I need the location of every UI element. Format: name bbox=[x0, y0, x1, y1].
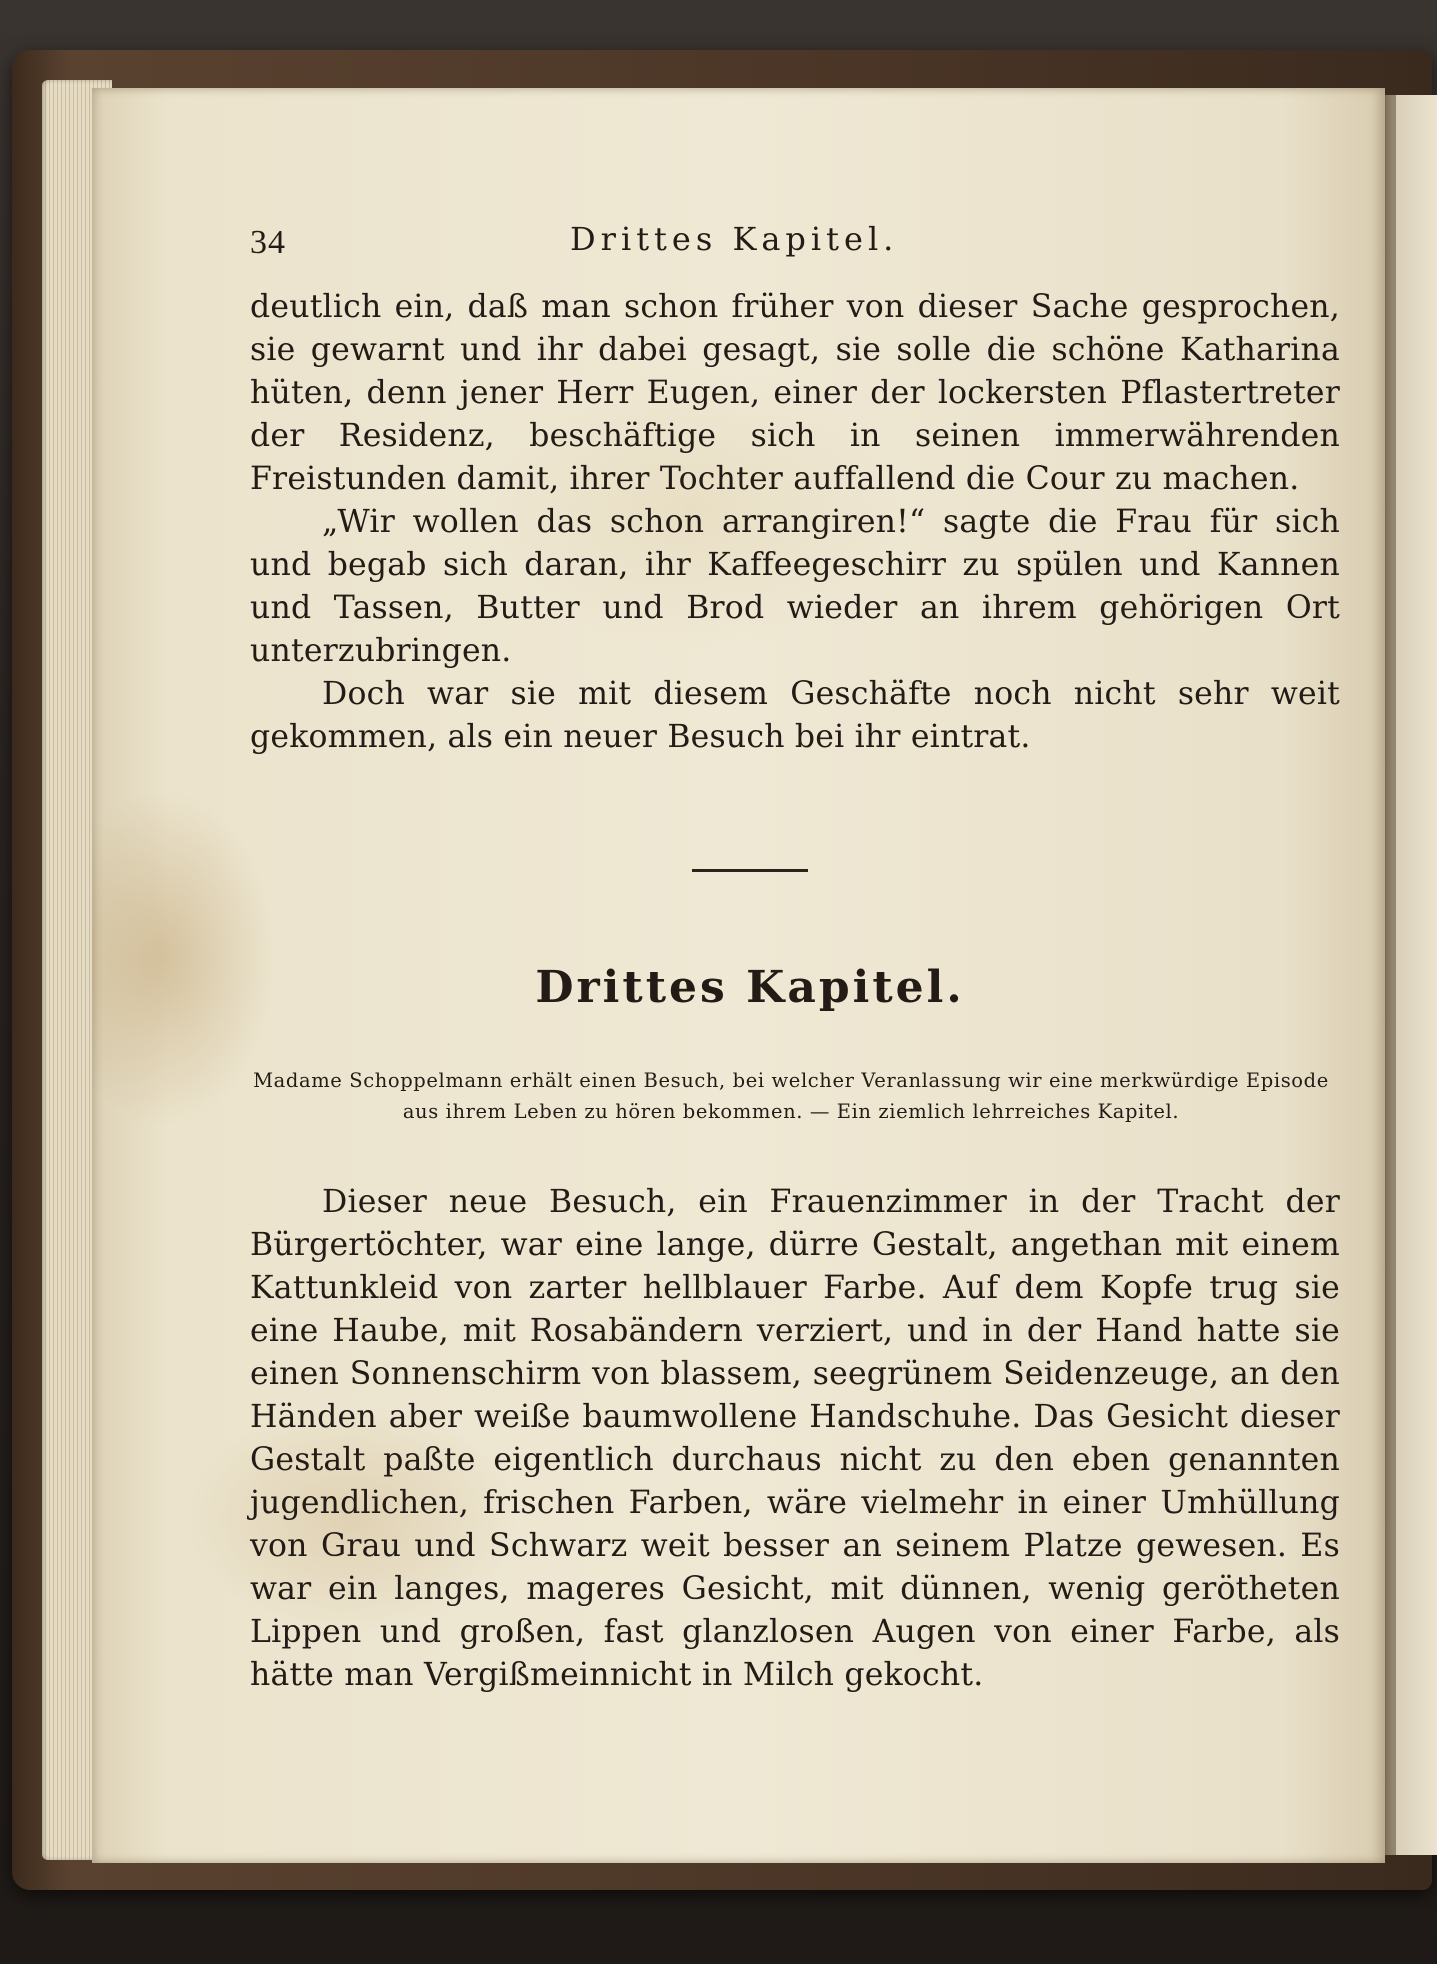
running-title: Drittes Kapitel. bbox=[570, 220, 899, 258]
chapter-body-paragraph: Dieser neue Besuch, ein Frauenzimmer in der Tracht der Bürgertöchter, war eine lange, dürre Gestalt, angethan mit einem Kattunkleid von zarter hellblauer Farbe. Auf dem Kopfe trug sie eine Haube, mit Rosabändern verziert, und in der Hand hatte sie einen Sonnenschirm von blassem, seegrünem Seidenzeuge, an den Händen aber weiße baumwollene Handschuhe. Das Gesicht dieser Gestalt paßte eigentlich durchaus nicht zu den eben genannten jugendlichen, frischen Farben, wäre vielmehr in einer Umhüllung von Grau und Schwarz weit besser an seinem Platze gewesen. Es war ein langes, mageres Gesicht, mit dünnen, wenig gerötheten Lippen und großen, fast glanzlosen Augen von einer Farbe, als hätte man Vergißmeinnicht in Milch gekocht. bbox=[250, 1184, 1340, 1693]
book-page bbox=[92, 88, 1385, 1863]
paragraph-continued: deutlich ein, daß man schon früher von dieser Sache gesprochen, sie gewarnt und ihr dabei gesagt, sie solle die schöne Katharina hüten, denn jener Herr Eugen, einer der lockersten Pflastertreter der Residenz, beschäftige sich in seinen immerwährenden Freistunden damit, ihrer Tochter auffallend die Cour zu machen. bbox=[250, 289, 1340, 497]
chapter-title: Drittes Kapitel. bbox=[535, 962, 965, 1013]
chapter-summary: Madame Schoppelmann erhält einen Besuch, bei welcher Veranlassung wir eine merkwürdige Episode aus ihrem Leben zu hören bekommen. — Ein ziemlich lehrreiches Kapitel. bbox=[253, 1069, 1329, 1123]
page-number: 34 bbox=[250, 224, 286, 261]
section-divider bbox=[692, 869, 808, 872]
paragraph-quote: „Wir wollen das schon arrangiren!“ sagte die Frau für sich und begab sich daran, ihr Kaffeegeschirr zu spülen und Kannen und Tassen, Butter und Brod wieder an ihrem gehörigen Ort unterzubringen. bbox=[250, 504, 1340, 669]
running-head bbox=[250, 216, 1340, 276]
page-text-block bbox=[250, 216, 1340, 1697]
paragraph-visit: Doch war sie mit diesem Geschäfte noch nicht sehr weit gekommen, als ein neuer Besuch bei ihr eintrat. bbox=[250, 676, 1340, 755]
